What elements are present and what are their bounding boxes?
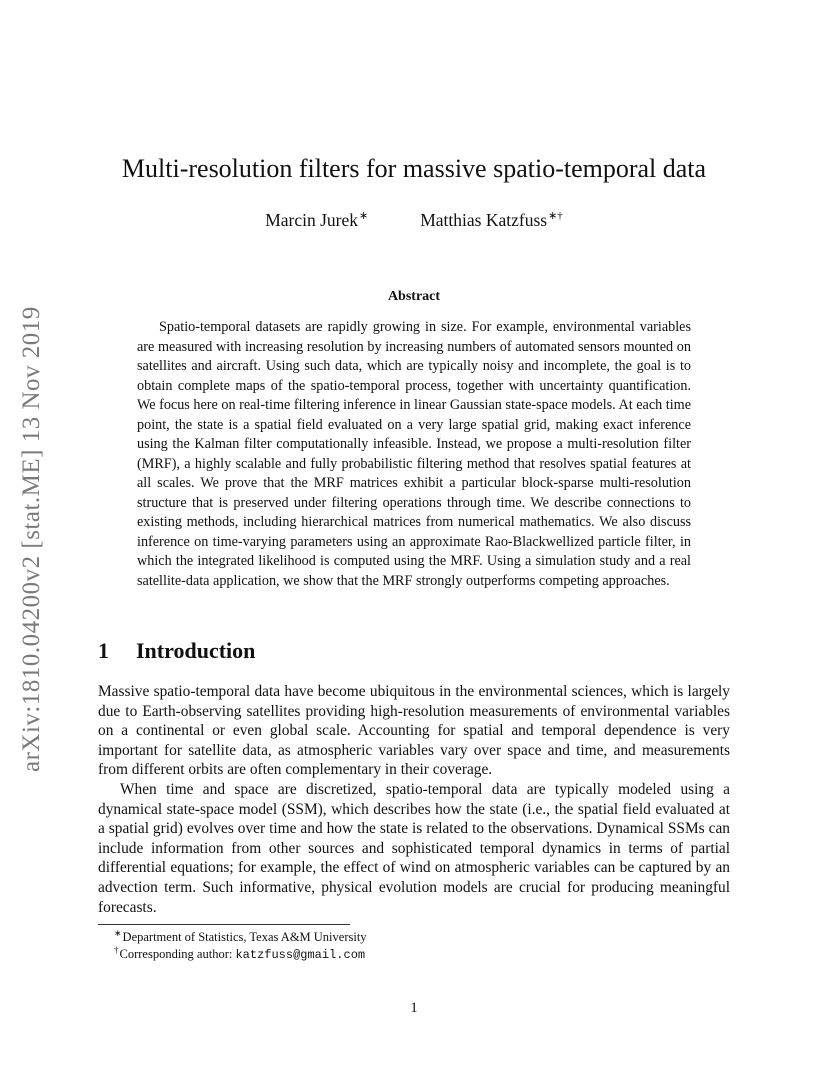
abstract-text: Spatio-temporal datasets are rapidly growing in size. For example, environmental variables are measured with increasing resolution by increasing numbers of automated sensors mounted on satellites and aircraft. Using such data, which are typically noisy and incomplete, the goal is to obtain complete maps of the spatio-temporal process, together with uncertainty quantification. We focus here on real-time filtering inference in linear Gaussian state-space models. At each time point, the state is a spatial field evaluated on a very large spatial grid, making exact inference using the Kalman filter computationally infeasible. Instead, we propose a multi-resolution filter (MRF), a highly scalable and fully probabilistic filtering method that resolves spatial features at all scales. We prove that the MRF matrices exhibit a particular block-sparse multi-resolution structure that is preserved under filtering operations through time. We describe connections to existing methods, including hierarchical matrices from numerical mathematics. We also discuss inference on time-varying parameters using an approximate Rao-Blackwellized particle filter, in which the integrated likelihood is computed using the MRF. Using a simulation study and a real satellite-data application, we show that the MRF strongly outperforms competing approaches. (137, 319, 691, 589)
arxiv-stamp: arXiv:1810.04200v2 [stat.ME] 13 Nov 2019 (18, 306, 45, 772)
body-paragraph-2: When time and space are discretized, spatio-temporal data are typically modeled using a dynamical state-space model (SSM), which describes how the state (i.e., the spatial field evaluated at a spatial grid) evolves over time and how the state is related to the observations. Dynamical SSMs can include information from other sources and sophisticated temporal dynamics in terms of partial differential equations; for example, the effect of wind on atmospheric variables can be captured by an advection term. Such informative, physical evolution models are crucial for producing meaningful forecasts. (98, 781, 730, 916)
paper-title: Multi-resolution filters for massive spatio-temporal data (121, 154, 707, 183)
footnote-1 (114, 928, 367, 945)
abstract-heading: Abstract (387, 289, 441, 304)
footnote-2-email: katzfuss@gmail.com (235, 948, 366, 962)
author-2-name: Matthias Katzfuss (420, 210, 548, 230)
footnote-divider (98, 924, 350, 925)
section-title: Introduction (136, 638, 256, 663)
footnote-1-mark: ∗ (114, 928, 122, 938)
author-2-marks: ∗† (548, 210, 563, 222)
footnote-1-text: Department of Statistics, Texas A&M University (122, 930, 367, 944)
author-1-marks: ∗ (359, 210, 369, 222)
body-paragraph-1: Massive spatio-temporal data have become ubiquitous in the environmental sciences, which is largely due to Earth-observing satellites providing high-resolution measurements of environmental variables on a continental or even global scale. Accounting for spatial and temporal dependence is very important for satellite data, as atmospheric variables vary over space and time, and measurements from different orbits are often complementary in their coverage. (98, 683, 730, 779)
page-number: 1 (410, 1000, 418, 1016)
section-number: 1 (98, 638, 109, 663)
author-2 (420, 209, 563, 231)
footnote-2-mark: † (114, 945, 119, 955)
section-heading (98, 638, 255, 664)
footnote-2 (114, 945, 365, 962)
author-1-name: Marcin Jurek (265, 210, 359, 230)
author-list (80, 209, 748, 231)
author-1 (265, 209, 368, 231)
footnote-2-text: Corresponding author: (119, 947, 236, 961)
